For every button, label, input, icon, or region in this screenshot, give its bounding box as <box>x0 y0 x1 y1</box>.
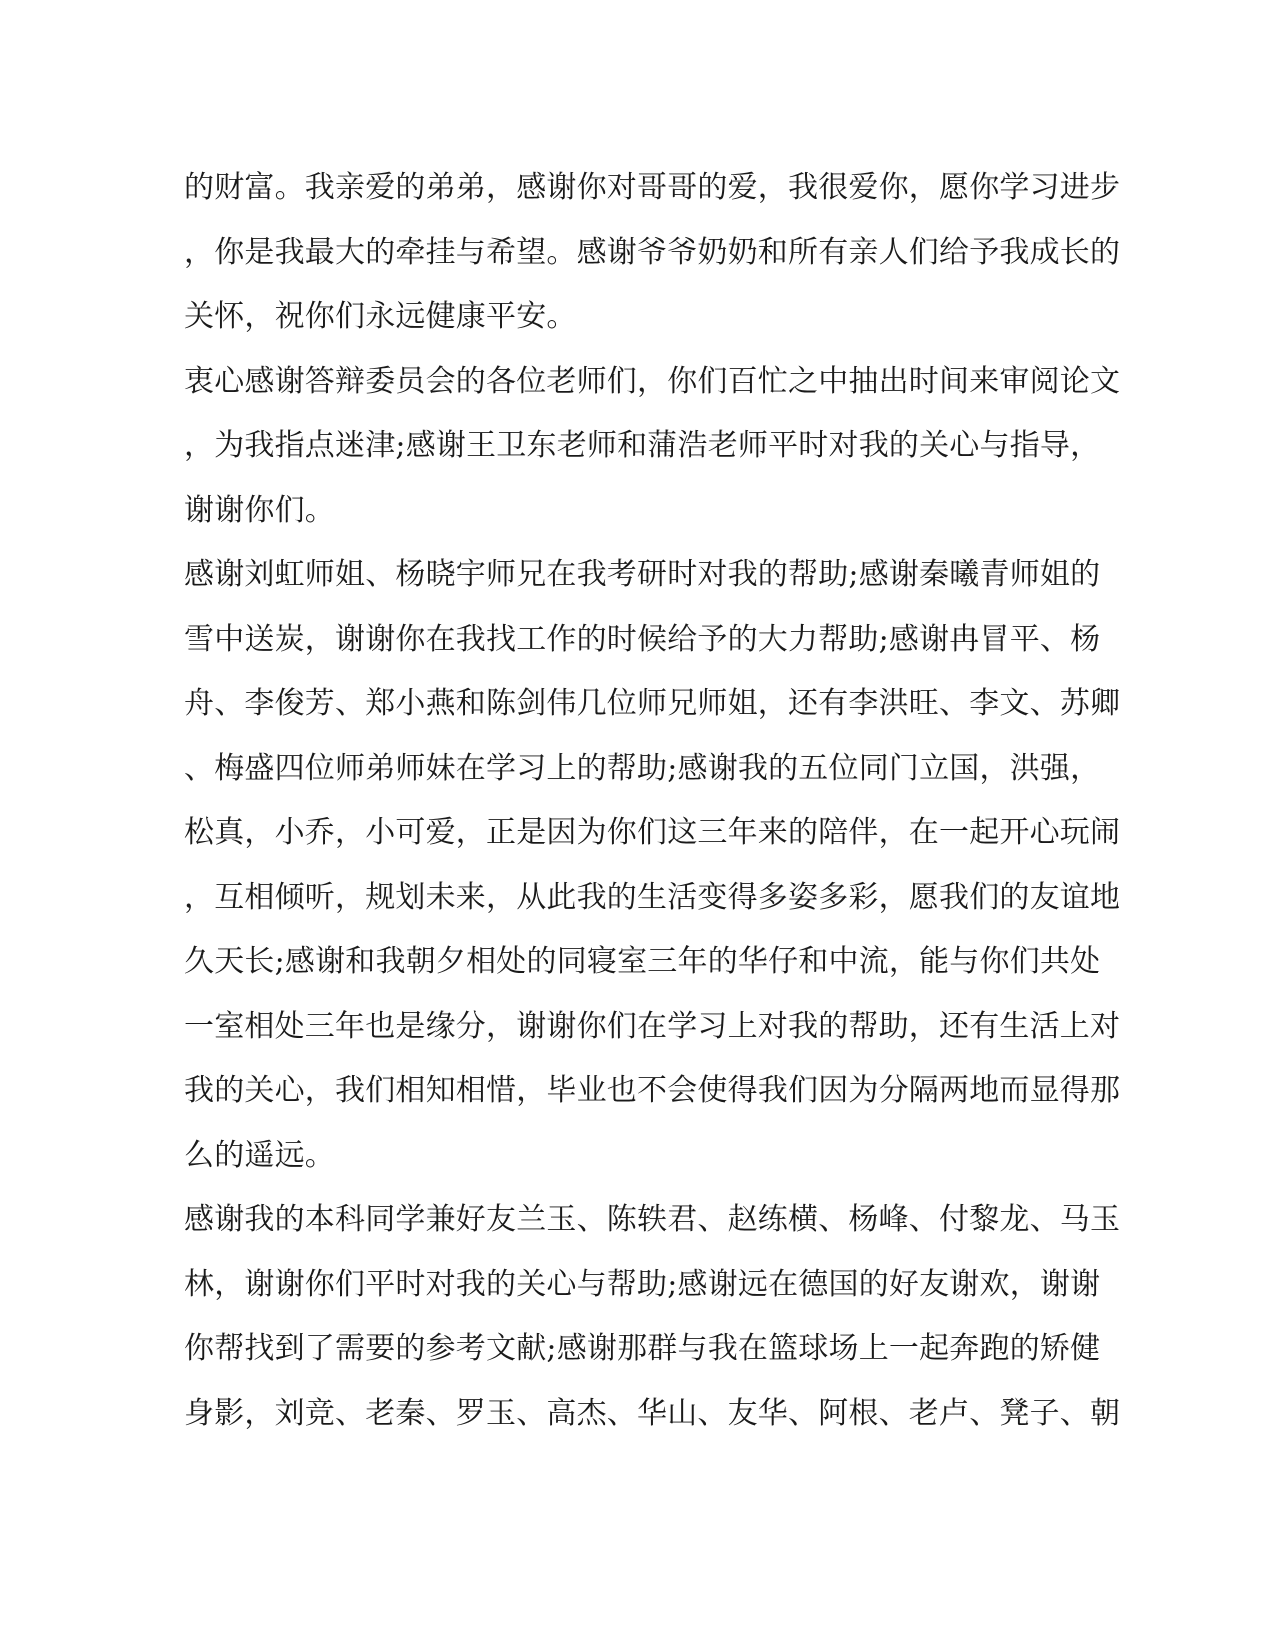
text-line: 谢谢你们。 <box>184 492 335 528</box>
text-line: 我的关心，我们相知相惜，毕业也不会使得我们因为分隔两地而显得那 <box>184 1073 1121 1108</box>
text-line: ，互相倾听，规划未来，从此我的生活变得多姿多彩，愿我们的友谊地 <box>184 879 1121 915</box>
text-line: 雪中送炭，谢谢你在我找工作的时候给予的大力帮助;感谢冉冒平、杨 <box>184 621 1101 657</box>
text-line: 你帮找到了需要的参考文献;感谢那群与我在篮球场上一起奔跑的矫健 <box>184 1331 1101 1366</box>
text-line: 衷心感谢答辩委员会的各位老师们，你们百忙之中抽出时间来审阅论文 <box>184 363 1121 399</box>
text-line: 久天长;感谢和我朝夕相处的同寝室三年的华仔和中流，能与你们共处 <box>184 944 1101 979</box>
text-line: ，为我指点迷津;感谢王卫东老师和蒲浩老师平时对我的关心与指导， <box>184 428 1101 463</box>
text-line: 、梅盛四位师弟师妹在学习上的帮助;感谢我的五位同门立国，洪强， <box>184 750 1101 786</box>
text-line: 舟、李俊芳、郑小燕和陈剑伟几位师兄师姐，还有李洪旺、李文、苏卿 <box>184 686 1121 721</box>
text-line: 林，谢谢你们平时对我的关心与帮助;感谢远在德国的好友谢欢，谢谢 <box>184 1266 1101 1302</box>
text-line: 一室相处三年也是缘分，谢谢你们在学习上对我的帮助，还有生活上对 <box>184 1008 1121 1044</box>
text-line: ，你是我最大的牵挂与希望。感谢爷爷奶奶和所有亲人们给予我成长的 <box>184 234 1121 270</box>
text-line: 关怀，祝你们永远健康平安。 <box>184 299 577 334</box>
text-line: 感谢我的本科同学兼好友兰玉、陈轶君、赵练横、杨峰、付黎龙、马玉 <box>184 1202 1121 1237</box>
text-line: 松真，小乔，小可爱，正是因为你们这三年来的陪伴，在一起开心玩闹 <box>184 815 1121 850</box>
text-line: 身影，刘竞、老秦、罗玉、高杰、华山、友华、阿根、老卢、凳子、朝 <box>184 1395 1121 1431</box>
text-line: 么的遥远。 <box>184 1137 335 1173</box>
body-text <box>184 156 1121 1446</box>
text-line: 感谢刘虹师姐、杨晓宇师兄在我考研时对我的帮助;感谢秦曦青师姐的 <box>184 557 1101 592</box>
text-line: 的财富。我亲爱的弟弟，感谢你对哥哥的爱，我很爱你，愿你学习进步 <box>184 170 1121 205</box>
